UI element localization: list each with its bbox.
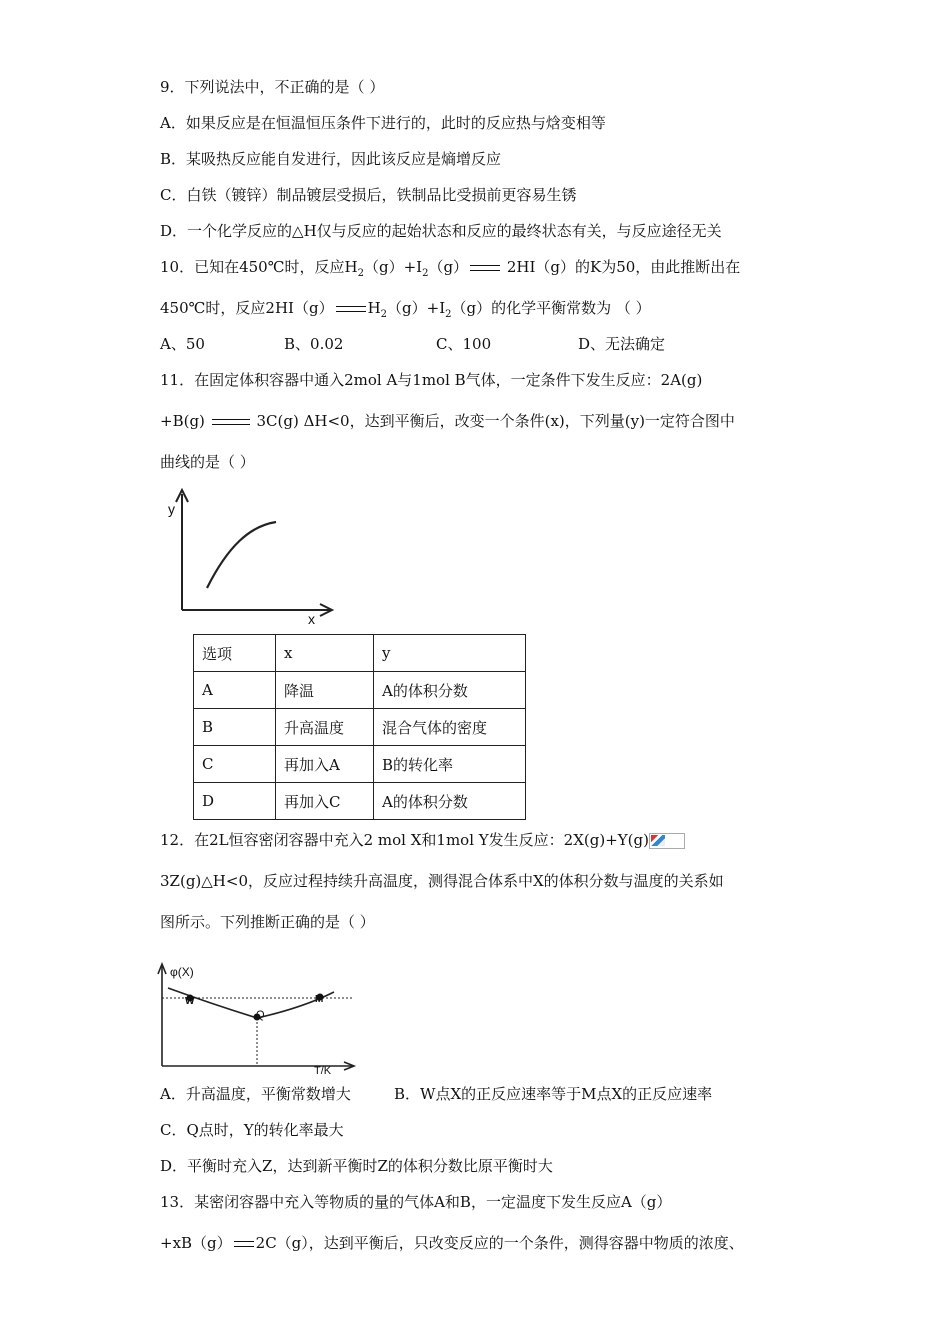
table-cell: A的体积分数 [374, 783, 526, 820]
q11-line-3: 曲线的是（ ） [160, 453, 255, 471]
q11-line-2 [160, 411, 735, 431]
q12-option-d: D．平衡时充入Z，达到新平衡时Z的体积分数比原平衡时大 [160, 1157, 553, 1175]
q10-text-1c: （g） [428, 258, 469, 276]
table-cell: 升高温度 [276, 709, 374, 746]
q11-text-2a: +B(g) [160, 412, 205, 430]
q10-option-b: B、0.02 [284, 335, 344, 353]
table-row [194, 783, 526, 820]
q10-option-a: A、50 [160, 335, 205, 353]
q11-line-1: 11．在固定体积容器中通入2mol A与1mol B气体，一定条件下发生反应：2A(g) [160, 371, 703, 389]
q13-line-2 [160, 1233, 744, 1253]
equilibrium-arrow-icon [232, 1238, 256, 1250]
table-cell: 再加入A [276, 746, 374, 783]
q12-point-w: W [185, 996, 195, 1007]
q9-option-d: D．一个化学反应的△H仅与反应的起始状态和反应的最终状态有关，与反应途径无关 [160, 222, 722, 240]
equilibrium-arrow-icon [334, 303, 368, 315]
q12-line-2: 3Z(g)△H<0，反应过程持续升高温度，测得混合体系中X的体积分数与温度的关系如 [160, 872, 724, 890]
table-row [194, 746, 526, 783]
q10-option-d: D、无法确定 [578, 335, 666, 353]
table-header-cell: x [276, 635, 374, 672]
q10-option-c: C、100 [436, 335, 492, 353]
q11-text-2b: 3C(g) ΔH<0，达到平衡后，改变一个条件(x)，下列量(y)一定符合图中 [256, 412, 735, 430]
table-header-cell: y [374, 635, 526, 672]
table-row [194, 672, 526, 709]
table-cell: B [194, 709, 276, 746]
q12-graph-y-label: φ(X) [170, 965, 194, 979]
q10-text-1b: （g）+I [363, 258, 423, 276]
table-cell: A [194, 672, 276, 709]
q12-text-1: 12．在2L恒容密闭容器中充入2 mol X和1mol Y发生反应：2X(g)+Y(g) [160, 831, 649, 849]
q10-subscript: 2 [357, 268, 364, 279]
table-cell: B的转化率 [374, 746, 526, 783]
q9-option-b: B．某吸热反应能自发进行，因此该反应是熵增反应 [160, 150, 502, 168]
q12-point-q: Q [256, 1009, 265, 1021]
q10-text-2d: （g）的化学平衡常数为 （ ） [451, 299, 651, 317]
q9-stem: 9．下列说法中，不正确的是（ ） [160, 78, 385, 96]
q10-line-2 [160, 298, 651, 325]
table-cell: 混合气体的密度 [374, 709, 526, 746]
equilibrium-arrow-icon [468, 262, 502, 274]
broken-image-icon [649, 833, 685, 849]
q10-subscript: 2 [445, 309, 452, 320]
q11-graph-x-label: x [308, 611, 315, 626]
q10-text-1d: 2HI（g）的K为50，由此推断出在 [502, 258, 741, 276]
q10-line-1 [160, 257, 740, 284]
table-cell: A的体积分数 [374, 672, 526, 709]
table-cell: 降温 [276, 672, 374, 709]
table-header-cell: 选项 [194, 635, 276, 672]
q13-text-2a: +xB（g） [160, 1234, 232, 1252]
q10-text-1a: 10．已知在450℃时，反应H [160, 258, 358, 276]
q10-text-2c: （g）+I [387, 299, 446, 317]
table-row [194, 709, 526, 746]
q10-subscript: 2 [422, 268, 429, 279]
table-cell: D [194, 783, 276, 820]
q12-option-c: C．Q点时，Y的转化率最大 [160, 1121, 344, 1139]
table-cell: C [194, 746, 276, 783]
q12-point-m: M [315, 994, 324, 1005]
equilibrium-arrow-icon [210, 416, 252, 428]
q11-graph [160, 484, 350, 626]
q12-graph [152, 958, 362, 1078]
table-cell: 再加入C [276, 783, 374, 820]
q11-options-table [193, 634, 526, 820]
q13-text-2b: 2C（g），达到平衡后，只改变反应的一个条件，测得容器中物质的浓度、 [255, 1234, 744, 1252]
q12-line-3: 图所示。下列推断正确的是（ ） [160, 913, 375, 931]
q11-graph-y-label: y [168, 501, 175, 517]
q9-option-c: C．白铁（镀锌）制品镀层受损后，铁制品比受损前更容易生锈 [160, 186, 577, 204]
q12-graph-x-label: T/K [314, 1065, 332, 1077]
q10-text-2b: H [367, 299, 381, 317]
q9-option-a: A．如果反应是在恒温恒压条件下进行的，此时的反应热与焓变相等 [160, 114, 606, 132]
q12-line-1 [160, 830, 685, 850]
q12-option-a: A．升高温度，平衡常数增大 [160, 1085, 351, 1103]
q13-line-1: 13．某密闭容器中充入等物质的量的气体A和B，一定温度下发生反应A（g） [160, 1193, 672, 1211]
q10-text-2a: 450℃时，反应2HI（g） [160, 299, 334, 317]
table-header-row [194, 635, 526, 672]
q10-subscript: 2 [380, 309, 388, 320]
q12-option-b: B．W点X的正反应速率等于M点X的正反应速率 [394, 1085, 713, 1103]
